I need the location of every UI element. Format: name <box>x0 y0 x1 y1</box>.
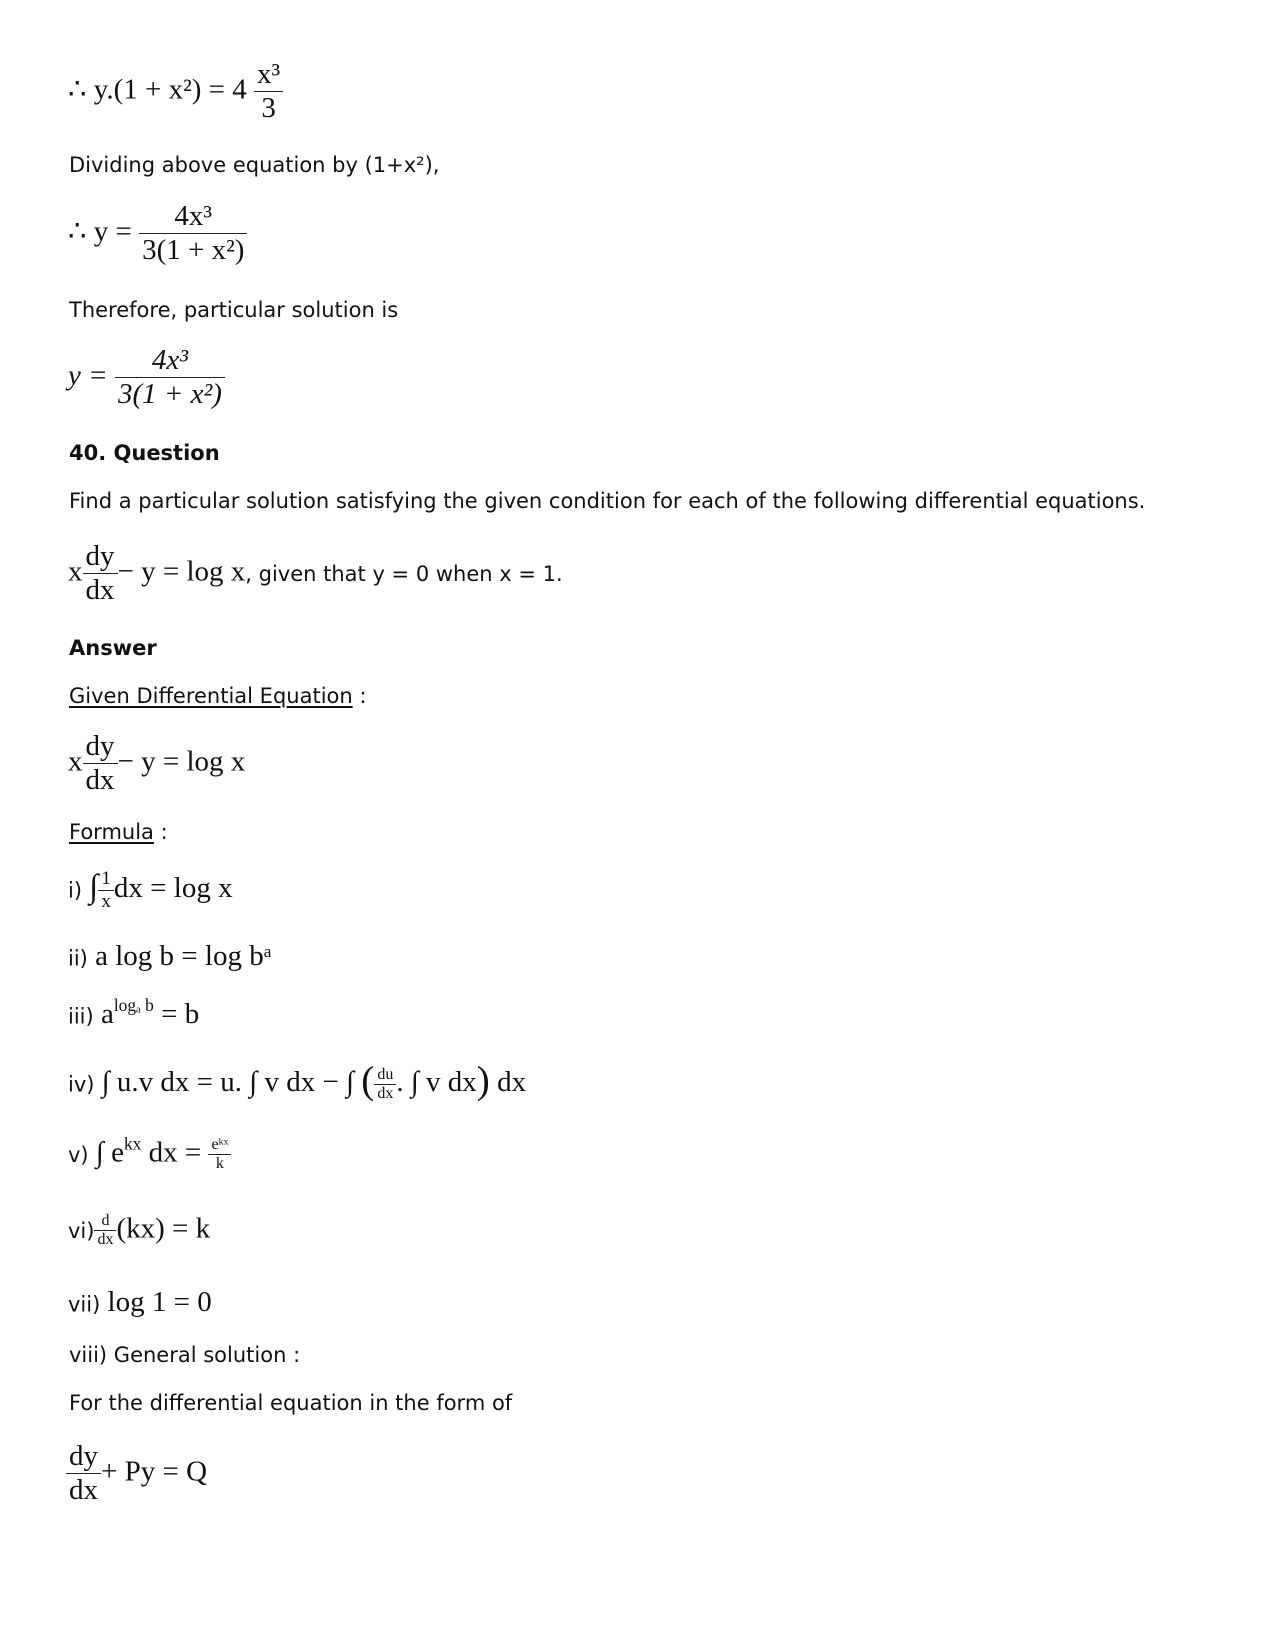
fraction-numerator: 1 <box>98 868 114 891</box>
equation-y-times-one-plus-x-squared <box>68 58 283 126</box>
fraction <box>94 1212 116 1250</box>
fraction-numerator: 4x³ <box>139 200 247 234</box>
formula-number: vii) <box>68 1292 101 1317</box>
fraction-denominator: k <box>215 1155 224 1173</box>
answer-heading: Answer <box>69 636 157 660</box>
formula-part: ∫ u.v dx = u. ∫ v dx − ∫ <box>101 1066 362 1099</box>
equation-prefix: x <box>68 745 83 778</box>
formula-label <box>69 820 168 844</box>
right-paren: ) <box>476 1059 490 1102</box>
formula-number: i) <box>68 878 83 903</box>
given-equation-label <box>69 684 366 708</box>
fraction-numerator: dy <box>83 730 118 764</box>
fraction-denominator: dx <box>69 1474 98 1507</box>
fraction-denominator: 3(1 + x²) <box>142 234 245 267</box>
fraction-denominator: 3 <box>261 92 276 125</box>
fraction <box>374 1066 396 1104</box>
equation-lhs: ∴ y.(1 + x²) = 4 <box>68 73 247 106</box>
text-therefore: Therefore, particular solution is <box>69 298 399 322</box>
left-paren: ( <box>361 1059 375 1102</box>
fraction-numerator: 4x³ <box>115 344 225 378</box>
given-equation <box>68 730 245 798</box>
general-solution-label: viii) General solution : <box>69 1343 301 1367</box>
given-equation-link: Given Differential Equation <box>69 684 353 708</box>
formula-vii <box>68 1286 212 1319</box>
equation-particular-solution <box>68 344 225 412</box>
colon: : <box>153 820 168 844</box>
fraction <box>208 1136 231 1174</box>
fraction-denominator: dx <box>97 1231 114 1249</box>
fraction-numerator: dy <box>83 540 118 574</box>
fraction <box>254 58 283 126</box>
formula-exponent: kx <box>123 1133 142 1154</box>
formula-base: a <box>100 998 114 1030</box>
fraction <box>98 868 114 913</box>
formula-number: v) <box>68 1142 89 1167</box>
formula-v <box>68 1133 231 1174</box>
formula-link: Formula <box>69 820 154 844</box>
formula-part: dx <box>489 1066 527 1099</box>
fraction-denominator: x <box>101 890 111 912</box>
fraction-denominator: dx <box>85 764 115 797</box>
formula-ii <box>68 940 272 973</box>
derivative-fraction <box>83 540 118 608</box>
formula-expression: a log b = log bᵃ <box>95 940 272 972</box>
equation-prefix: x <box>68 555 83 588</box>
fraction-numerator: d <box>94 1212 116 1231</box>
formula-part: dx = <box>141 1136 209 1169</box>
linear-form-equation <box>66 1440 207 1508</box>
formula-iv <box>68 1058 526 1103</box>
formula-number: vi) <box>68 1218 95 1243</box>
fraction-denominator: 3(1 + x²) <box>117 378 222 411</box>
equation-lhs: ∴ y = <box>68 215 132 248</box>
derivative-fraction <box>66 1440 101 1508</box>
formula-number: iii) <box>68 1004 94 1029</box>
integral-sign: ∫ <box>89 868 99 905</box>
fraction-denominator: dx <box>377 1084 394 1102</box>
formula-exponent: logₐ b <box>113 994 154 1015</box>
equation-rest: − y = log x <box>117 555 246 588</box>
question-heading: 40. Question <box>69 441 220 465</box>
fraction-numerator: x³ <box>254 58 283 92</box>
fraction <box>139 200 247 268</box>
formula-number: ii) <box>68 946 88 971</box>
formula-iii <box>68 994 200 1031</box>
question-equation <box>68 540 563 608</box>
formula-vi <box>68 1212 210 1250</box>
fraction-denominator: dx <box>85 574 115 607</box>
colon: : <box>352 684 367 708</box>
equation-rest: + Py = Q <box>101 1455 208 1488</box>
formula-part: . ∫ v dx <box>396 1066 477 1099</box>
fraction-numerator: du <box>374 1066 396 1085</box>
question-condition: , given that y = 0 when x = 1. <box>245 561 563 586</box>
formula-part: ∫ e <box>95 1136 124 1169</box>
fraction-numerator: dy <box>66 1440 101 1474</box>
formula-number: iv) <box>68 1072 95 1097</box>
equation-lhs: y = <box>68 359 108 392</box>
form-description: For the differential equation in the form of <box>69 1391 513 1415</box>
question-statement: Find a particular solution satisfying the given condition for each of the following differential equations. <box>69 489 1146 513</box>
equation-rest: − y = log x <box>117 745 246 778</box>
formula-rest: dx = log x <box>113 872 233 904</box>
fraction-numerator: eᵏˣ <box>208 1136 231 1155</box>
formula-rest: = b <box>153 998 200 1030</box>
formula-i <box>68 868 233 913</box>
equation-y-solution <box>68 200 247 268</box>
text-dividing: Dividing above equation by (1+x²), <box>69 153 440 177</box>
formula-expression: log 1 = 0 <box>107 1286 212 1318</box>
fraction <box>115 344 225 412</box>
formula-rest: (kx) = k <box>116 1212 211 1245</box>
derivative-fraction <box>83 730 118 798</box>
